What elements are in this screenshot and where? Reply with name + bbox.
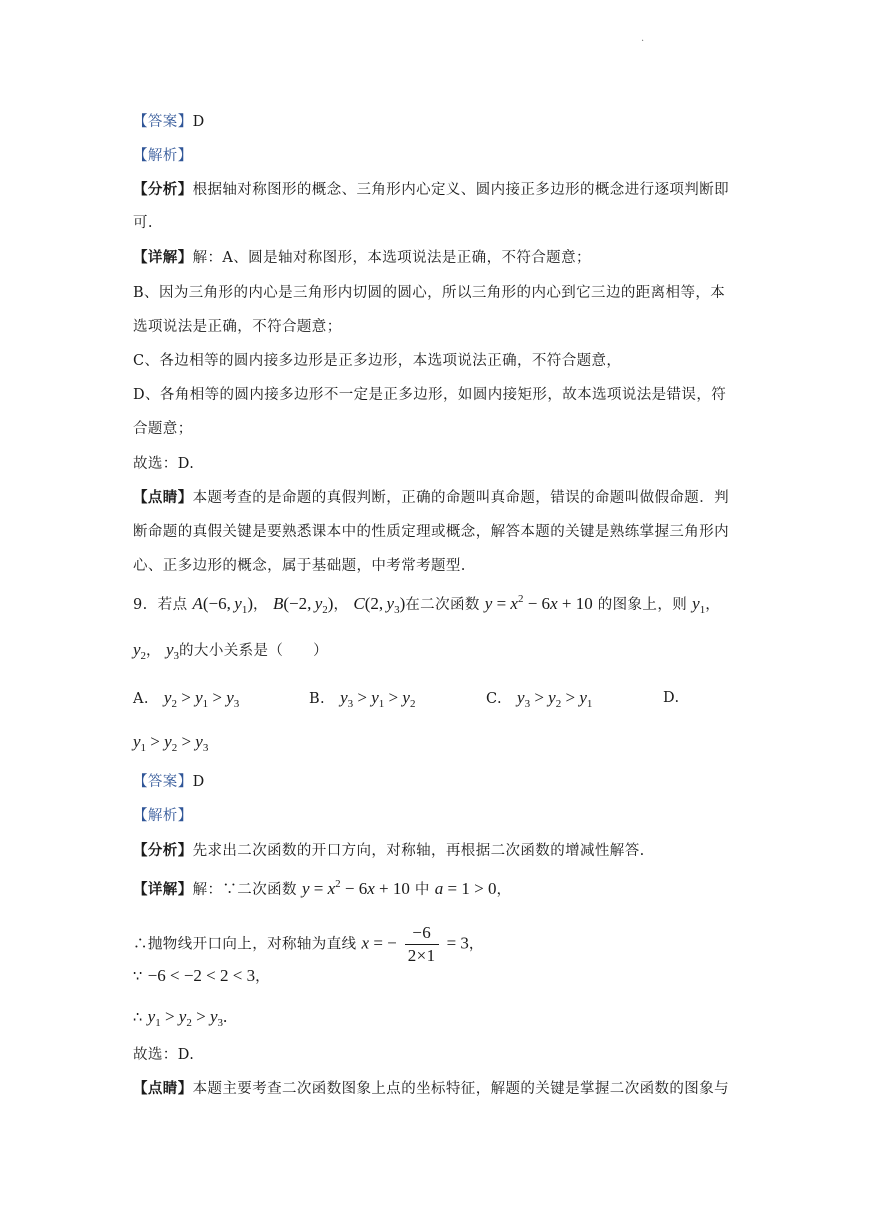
option-label: A. <box>133 691 149 707</box>
option-math: $y_2 > y_1 > y_3$ <box>163 688 240 710</box>
function-formula: $y = x^2 - 6x + 10$ <box>484 593 593 613</box>
option-b <box>309 688 415 709</box>
q9-axis-line <box>133 922 484 967</box>
q9-dianjing-line <box>133 1079 729 1099</box>
axis-text: ∴抛物线开口向上，对称轴为直线 <box>133 936 357 953</box>
separator: ， <box>496 882 512 898</box>
analysis-tag: 【解析】 <box>133 808 193 824</box>
q9-xiangjie-line <box>133 879 511 900</box>
q8-option-d-line-2: 合题意； <box>133 421 193 437</box>
since-symbol: ∵ <box>133 969 143 985</box>
fenxi-tag: 【分析】 <box>133 842 193 859</box>
option-math: $y_3 > y_1 > y_2$ <box>340 688 416 710</box>
q8-dianjing-line-2: 断命题的真假关键是要熟悉课本中的性质定理或概念，解答本题的关键是熟练掌握三角形内 <box>133 524 729 540</box>
var-y3: $y_3$ <box>165 640 180 662</box>
option-label: C. <box>486 691 502 707</box>
q8-analysis-tag <box>133 146 193 166</box>
q9-choose-line: 故选：D. <box>133 1047 195 1063</box>
separator: ， <box>468 936 484 953</box>
axis-formula-left: x = − <box>361 933 397 953</box>
fraction-numerator: −6 <box>405 922 439 945</box>
var-y1: $y_1$ <box>692 594 706 616</box>
separator: ， <box>253 597 268 613</box>
xiangjie-tag: 【详解】 <box>133 249 193 266</box>
analysis-tag: 【解析】 <box>133 148 193 164</box>
point-c: C(2, $y_3$) <box>353 594 406 616</box>
option-d <box>663 688 680 708</box>
separator: ， <box>333 597 349 613</box>
axis-fraction <box>405 922 439 967</box>
answer-value: D <box>192 774 205 790</box>
q9-therefore-line <box>133 1007 227 1028</box>
q8-answer-line <box>133 112 205 132</box>
fraction-denominator: 2×1 <box>407 946 436 965</box>
stem-text: 在二次函数 <box>405 597 480 613</box>
option-label: B. <box>309 691 326 707</box>
xiangjie-text: 解：A、圆是轴对称图形，本选项说法是正确，不符合题意； <box>192 250 591 266</box>
q9-analysis-tag <box>133 806 193 826</box>
page-marker: . <box>641 33 645 44</box>
dianjing-text: 本题考查的是命题的真假判断，正确的命题叫真命题，错误的命题叫做假命题．判 <box>192 490 730 506</box>
coefficient-a: a = 1 > 0 <box>434 879 497 898</box>
separator: ， <box>255 969 270 985</box>
answer-value: D <box>192 114 205 130</box>
q8-fenxi-line-2: 可. <box>133 215 153 231</box>
q8-option-c-line: C、各边相等的圆内接多边形是正多边形，本选项说法正确，不符合题意， <box>133 353 622 369</box>
q9-stem-line-1 <box>133 594 720 615</box>
option-math: $y_1 > y_2 > y_3$ <box>133 732 209 754</box>
q9-since-line <box>133 966 270 987</box>
option-a <box>133 688 239 709</box>
dianjing-text: 本题主要考查二次函数图象上点的坐标特征，解题的关键是掌握二次函数的图象与 <box>192 1081 730 1097</box>
q9-answer-line <box>133 772 205 792</box>
q9-option-d-math <box>133 732 208 753</box>
fenxi-tag: 【分析】 <box>133 181 193 198</box>
function-formula: $y = x^2 - 6x + 10$ <box>301 878 410 898</box>
option-label: D. <box>663 690 680 706</box>
question-number: 9. <box>133 597 148 613</box>
stem-text: 的大小关系是（ ） <box>179 643 329 659</box>
xiangjie-text: 解：∵二次函数 <box>192 882 297 898</box>
xiangjie-text: 中 <box>414 882 430 898</box>
conclusion: $y_1 > y_2 > y_3$. <box>147 1007 228 1029</box>
inequality: −6 < −2 < 2 < 3 <box>147 966 256 985</box>
separator: ， <box>146 643 161 659</box>
q8-choose-line: 故选：D. <box>133 456 195 472</box>
q8-dianjing-line-3: 心、正多边形的概念，属于基础题，中考常考题型. <box>133 558 466 574</box>
point-b: B(−2, $y_2$) <box>272 594 334 616</box>
var-y2: $y_2$ <box>133 640 147 662</box>
dianjing-tag: 【点睛】 <box>133 489 193 506</box>
q8-fenxi-line-1 <box>133 180 729 200</box>
xiangjie-tag: 【详解】 <box>133 881 193 898</box>
option-math: $y_3 > y_2 > y_1$ <box>517 688 593 710</box>
answer-tag: 【答案】 <box>133 774 193 790</box>
stem-text: 的图象上，则 <box>597 597 688 613</box>
q8-option-d-line-1: D、各角相等的圆内接多边形不一定是正多边形，如圆内接矩形，故本选项说法是错误，符 <box>133 387 727 403</box>
q8-xiangjie-line <box>133 248 591 268</box>
option-c <box>486 688 592 709</box>
separator: ， <box>705 597 721 613</box>
dianjing-tag: 【点睛】 <box>133 1080 193 1097</box>
fenxi-text: 先求出二次函数的开口方向，对称轴，再根据二次函数的增减性解答. <box>192 843 645 859</box>
q9-stem-line-2 <box>133 640 328 661</box>
fenxi-text: 根据轴对称图形的概念、三角形内心定义、圆内接正多边形的概念进行逐项判断即 <box>192 182 730 198</box>
q8-option-b-line-1: B、因为三角形的内心是三角形内切圆的圆心，所以三角形的内心到它三边的距离相等，本 <box>133 285 726 301</box>
point-a: A(−6, $y_1$) <box>192 594 254 616</box>
answer-tag: 【答案】 <box>133 114 193 130</box>
q9-fenxi-line <box>133 841 645 861</box>
stem-text: 若点 <box>157 597 188 613</box>
therefore-symbol: ∴ <box>133 1010 143 1026</box>
q9-options-row <box>133 688 743 710</box>
q8-dianjing-line-1 <box>133 488 729 508</box>
q8-option-b-line-2: 选项说法是正确，不符合题意； <box>133 319 342 335</box>
axis-formula-right: = 3 <box>446 933 469 953</box>
